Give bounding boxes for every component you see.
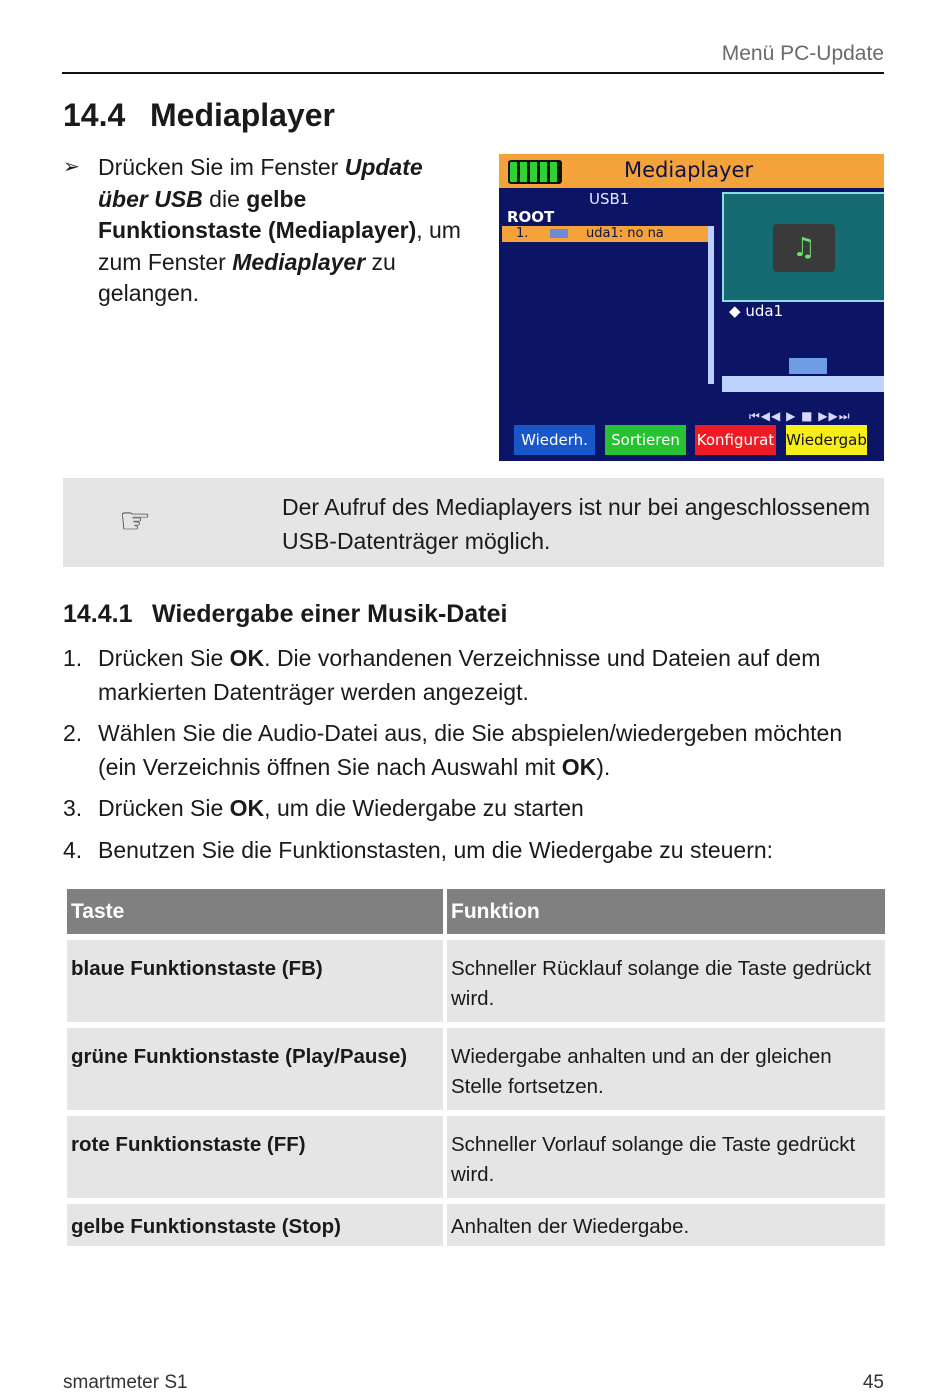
step-number: 2. bbox=[63, 720, 83, 746]
table-cell-key: rote Funktionstaste (FF) bbox=[67, 1116, 443, 1198]
intro-text-3: , um zum Fenster bbox=[98, 217, 461, 275]
step-text: . Die vorhandenen Verzeichnisse und Dateien auf dem markierten Datenträger werden angezeigt. bbox=[98, 645, 821, 705]
step-text: Drücken Sie bbox=[98, 795, 230, 821]
intro-window-name: Update über USB bbox=[98, 154, 423, 212]
screen-button-yellow: Wiedergab bbox=[786, 425, 867, 455]
step-number: 1. bbox=[63, 645, 83, 671]
step-key: OK bbox=[229, 795, 265, 821]
table-header-key: Taste bbox=[67, 889, 443, 934]
list-item bbox=[63, 717, 885, 784]
playback-controls-icon: ⏮◀◀ ▶ ■ ▶▶⏭ bbox=[749, 409, 851, 423]
screen-title: Mediaplayer bbox=[624, 158, 754, 182]
screen-scrollbar bbox=[708, 226, 714, 384]
page-header bbox=[62, 40, 884, 74]
intro-text-1: Drücken Sie im Fenster bbox=[98, 154, 345, 180]
arrow-bullet-icon: ➢ bbox=[63, 156, 80, 178]
note-text: Der Aufruf des Mediaplayers ist nur bei angeschlossenem USB-Datenträger möglich. bbox=[282, 494, 871, 554]
screen-progress-bar bbox=[722, 376, 884, 392]
screen-drive-label: USB1 bbox=[589, 190, 630, 208]
function-key-table bbox=[63, 883, 889, 1252]
screen-title-bar bbox=[499, 154, 884, 188]
steps-list bbox=[63, 642, 885, 875]
table-cell-function: Anhalten der Wiedergabe. bbox=[447, 1204, 885, 1246]
table-cell-key: grüne Funktionstaste (Play/Pause) bbox=[67, 1028, 443, 1110]
folder-icon bbox=[789, 358, 827, 374]
intro-key-name: gelbe Funktionstaste (Mediaplayer) bbox=[98, 185, 417, 243]
screen-button-blue: Wiederh. bbox=[514, 425, 595, 455]
step-key: OK bbox=[561, 753, 597, 780]
subsection-title: Wiedergabe einer Musik-Datei bbox=[152, 600, 508, 628]
music-note-icon: ♫ bbox=[773, 224, 835, 272]
table-cell-function: Schneller Rücklauf solange die Taste gedrückt wird. bbox=[447, 940, 885, 1022]
table-row bbox=[67, 1028, 885, 1110]
table-cell-function: Wiedergabe anhalten und an der gleichen Stelle fortsetzen. bbox=[447, 1028, 885, 1110]
intro-text-4: zu gelangen. bbox=[98, 248, 396, 306]
table-row bbox=[67, 1204, 885, 1246]
step-text: Wählen Sie die Audio-Datei aus, die Sie abspielen/wiedergeben möchten (ein Verzeichnis öffnen Sie nach Auswahl mit bbox=[98, 720, 843, 780]
intro-text-2: die bbox=[202, 185, 247, 212]
step-text: ). bbox=[596, 753, 611, 780]
step-text: Benutzen Sie die Funktionstasten, um die Wiedergabe zu steuern: bbox=[98, 836, 774, 863]
section-number: 14.4 bbox=[63, 97, 126, 133]
table-cell-key: gelbe Funktionstaste (Stop) bbox=[67, 1204, 443, 1246]
usb-icon bbox=[550, 229, 568, 238]
section-title: Mediaplayer bbox=[150, 97, 335, 133]
battery-icon bbox=[508, 160, 562, 184]
step-text: , um die Wiedergabe zu starten bbox=[264, 795, 584, 821]
step-number: 4. bbox=[63, 836, 83, 863]
screen-button-green: Sortieren bbox=[605, 425, 686, 455]
table-header-row bbox=[67, 889, 885, 934]
subsection-heading bbox=[63, 600, 507, 629]
screen-preview-label: ◆ uda1 bbox=[729, 302, 784, 320]
list-item bbox=[63, 834, 885, 868]
screen-row-number: 1. bbox=[516, 226, 529, 241]
note-box bbox=[63, 478, 884, 567]
screen-root-label: ROOT bbox=[507, 208, 555, 226]
screen-preview bbox=[722, 192, 884, 302]
screen-file-row bbox=[502, 226, 712, 242]
list-item bbox=[63, 642, 885, 709]
header-title: Menü PC-Update bbox=[721, 42, 884, 65]
footer-product: smartmeter S1 bbox=[63, 1372, 188, 1393]
screen-button-red: Konfigurat bbox=[695, 425, 776, 455]
table-row bbox=[67, 940, 885, 1022]
step-number: 3. bbox=[63, 795, 83, 821]
footer-page-number: 45 bbox=[862, 1372, 884, 1393]
step-key: OK bbox=[229, 645, 265, 671]
intro-target-window: Mediaplayer bbox=[232, 248, 366, 275]
step-text: Drücken Sie bbox=[98, 645, 230, 671]
screen-row-file: uda1: no na bbox=[586, 226, 664, 241]
table-cell-key: blaue Funktionstaste (FB) bbox=[67, 940, 443, 1022]
preview-label-text: uda1 bbox=[745, 302, 784, 320]
subsection-number: 14.4.1 bbox=[63, 600, 133, 628]
table-cell-function: Schneller Vorlauf solange die Taste gedrückt wird. bbox=[447, 1116, 885, 1198]
section-heading bbox=[63, 97, 335, 134]
table-header-function: Funktion bbox=[447, 889, 885, 934]
table-row bbox=[67, 1116, 885, 1198]
list-item bbox=[63, 792, 885, 826]
intro-paragraph bbox=[63, 152, 463, 310]
mediaplayer-screenshot bbox=[499, 154, 884, 461]
pointing-hand-icon: ☞ bbox=[119, 500, 152, 541]
